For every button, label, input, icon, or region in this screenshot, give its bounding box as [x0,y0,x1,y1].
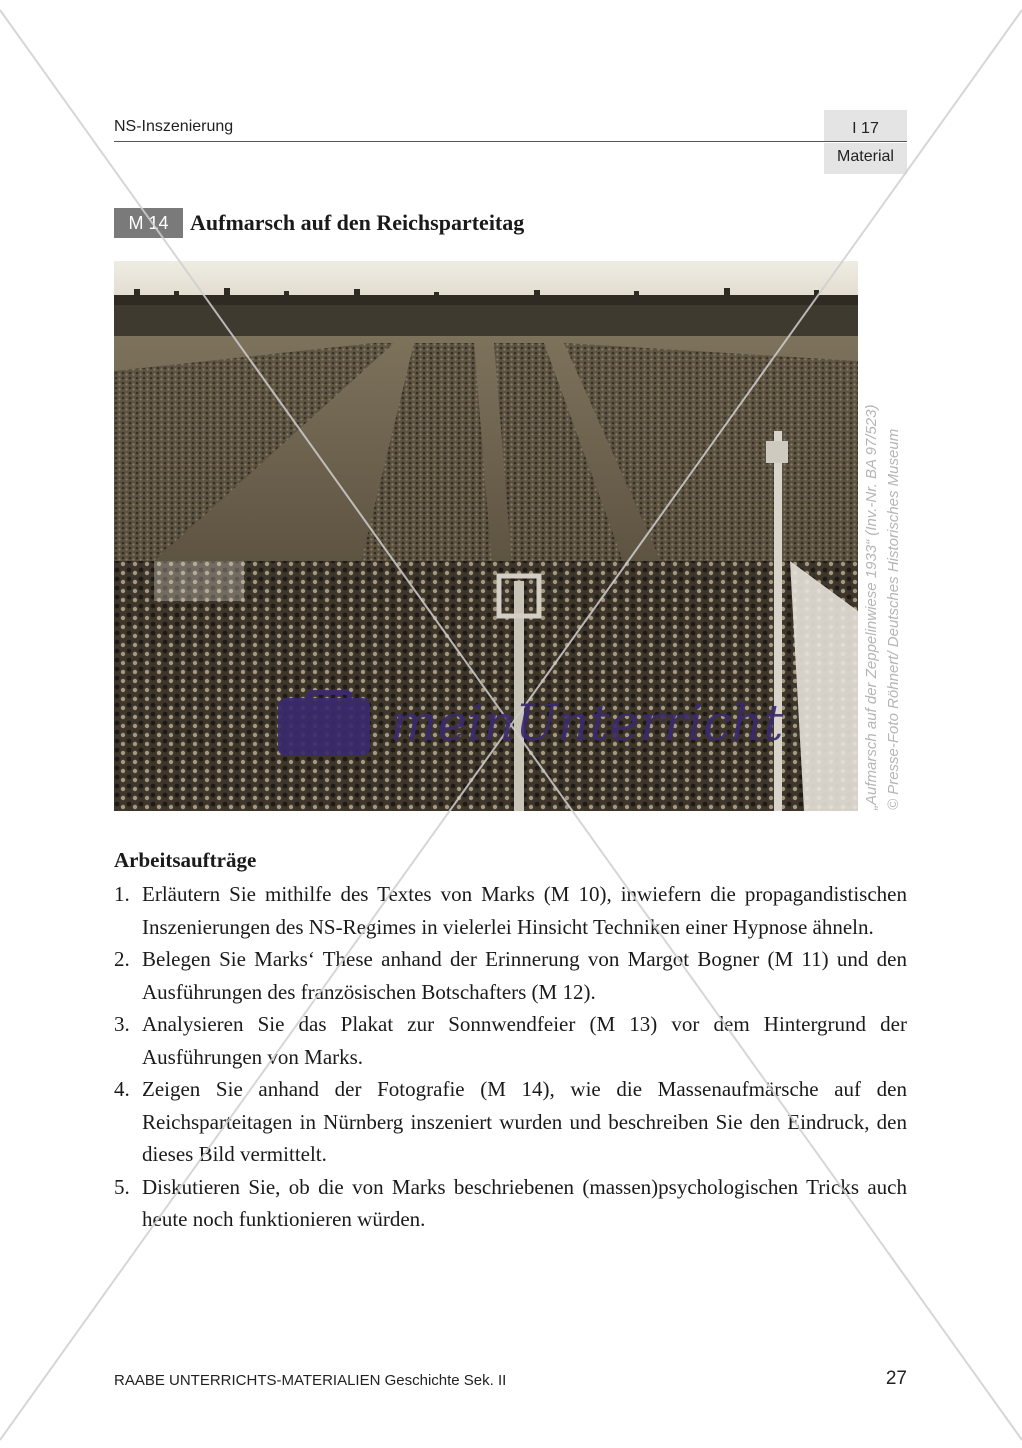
section-code-tag: I 17 [824,110,907,141]
material-label: M 14 [114,208,183,238]
header-rule [114,141,907,142]
watermark-logo [278,690,784,770]
task-text: Erläutern Sie mithilfe des Textes von Marks (M 10), inwiefern die propagandistischen Inszenierungen des NS-Regimes in vielerlei Hinsicht Techniken einer Hypnose ähneln. [142,882,907,939]
watermark-logo-text: meinUnterricht [390,694,784,752]
task-number: 2. [114,947,130,971]
page-number: 27 [885,1368,907,1389]
photo-credit-line2: © Presse-Foto Röhnert/ Deutsches Historisches Museum [885,428,902,810]
task-number: 1. [114,882,130,906]
task-list [114,878,907,1236]
task-number: 3. [114,1012,130,1036]
task-text: Analysieren Sie das Plakat zur Sonnwendfeier (M 13) vor dem Hintergrund der Ausführungen von Marks. [142,1012,907,1069]
task-number: 4. [114,1077,130,1101]
task-text: Diskutieren Sie, ob die von Marks beschriebenen (massen)psychologischen Tricks auch heute noch funktionieren würden. [142,1174,907,1231]
photo-credit [861,380,911,810]
header-title: NS-Inszenierung [114,118,234,135]
section-type-tag: Material [824,143,907,174]
task-item [114,943,907,1008]
task-item [114,878,907,943]
task-item [114,1008,907,1073]
task-item [114,1171,907,1236]
task-number: 5. [114,1174,130,1199]
material-title: Aufmarsch auf den Reichsparteitag [190,210,525,235]
task-item [114,1073,907,1171]
tasks-heading: Arbeitsaufträge [114,848,257,872]
photo-credit-line1: „Aufmarsch auf der Zeppelinwiese 1933“ (Inv.-Nr. BA 97/523) [863,404,880,810]
footer-publisher: RAABE UNTERRICHTS-MATERIALIEN Geschichte Sek. II [114,1372,507,1389]
task-text: Belegen Sie Marks‘ These anhand der Erinnerung von Margot Bogner (M 11) und den Ausführungen des französischen Botschafters (M 12). [142,947,907,1004]
task-text: Zeigen Sie anhand der Fotografie (M 14), wie die Massenaufmärsche auf den Reichsparteitagen in Nürnberg inszeniert wurden und beschreiben Sie den Eindruck, den dieses Bild vermittelt. [142,1077,907,1166]
